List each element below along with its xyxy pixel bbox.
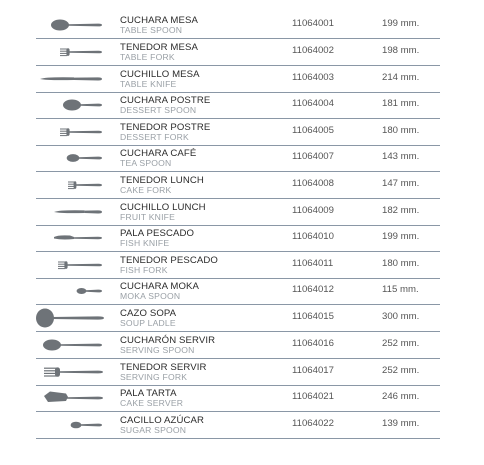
spoon-icon xyxy=(36,278,112,304)
spoon-icon xyxy=(36,145,112,171)
item-name-spanish: TENEDOR MESA xyxy=(120,42,198,53)
item-names xyxy=(120,203,206,222)
item-code: 11064010 xyxy=(292,231,334,242)
item-length: 199 mm. xyxy=(382,231,420,242)
serving-fork-icon xyxy=(36,359,112,385)
fork-icon xyxy=(36,252,112,278)
item-names xyxy=(120,149,196,168)
catalog-row xyxy=(36,12,440,39)
item-code: 11064004 xyxy=(292,98,334,109)
item-name-english: SUGAR SPOON xyxy=(120,424,187,435)
item-name-spanish: CUCHILLO LUNCH xyxy=(120,202,206,213)
item-names xyxy=(120,123,210,142)
item-names xyxy=(120,229,194,248)
item-name-english: FISH FORK xyxy=(120,264,168,275)
item-name-spanish: CAZO SOPA xyxy=(120,308,177,319)
item-code: 11064008 xyxy=(292,178,334,189)
spoon-icon xyxy=(36,12,112,38)
item-name-english: CAKE SERVER xyxy=(120,397,184,408)
item-length: 143 mm. xyxy=(382,151,420,162)
item-length: 139 mm. xyxy=(382,418,420,429)
item-name-english: DESSERT SPOON xyxy=(120,104,197,115)
catalog-row xyxy=(36,278,440,305)
item-name-spanish: CUCHARA CAFÉ xyxy=(120,148,197,159)
item-name-english: MOKA SPOON xyxy=(120,290,181,301)
item-length: 147 mm. xyxy=(382,178,420,189)
item-name-spanish: TENEDOR PESCADO xyxy=(120,255,218,266)
catalog-row xyxy=(36,145,440,172)
fork-icon xyxy=(36,172,112,198)
catalog-row xyxy=(36,199,440,226)
item-name-english: CAKE FORK xyxy=(120,184,172,195)
catalog-row xyxy=(36,252,440,279)
item-names xyxy=(120,16,198,35)
ladle-icon xyxy=(36,305,112,331)
spoon-icon xyxy=(36,332,112,358)
item-name-spanish: PALA TARTA xyxy=(120,388,177,399)
item-name-spanish: TENEDOR LUNCH xyxy=(120,175,204,186)
item-name-spanish: CUCHILLO MESA xyxy=(120,69,200,80)
item-name-spanish: CUCHARA MOKA xyxy=(120,281,200,292)
item-names xyxy=(120,336,215,355)
item-name-english: TABLE KNIFE xyxy=(120,78,177,89)
fish-knife-icon xyxy=(36,225,112,251)
item-names xyxy=(120,70,200,89)
item-name-spanish: CUCHARA MESA xyxy=(120,15,198,26)
item-code: 11064003 xyxy=(292,72,334,83)
item-length: 300 mm. xyxy=(382,311,420,322)
catalog-row xyxy=(36,225,440,252)
item-length: 180 mm. xyxy=(382,258,420,269)
item-name-english: SERVING SPOON xyxy=(120,344,195,355)
item-length: 252 mm. xyxy=(382,338,420,349)
item-name-spanish: CUCHARÓN SERVIR xyxy=(120,335,216,346)
item-length: 252 mm. xyxy=(382,365,420,376)
item-code: 11064017 xyxy=(292,365,334,376)
item-name-spanish: CUCHARA POSTRE xyxy=(120,95,211,106)
item-code: 11064011 xyxy=(292,258,334,269)
item-name-spanish: TENEDOR SERVIR xyxy=(120,362,207,373)
item-code: 11064012 xyxy=(292,284,334,295)
cake-server-icon xyxy=(36,385,112,411)
item-length: 246 mm. xyxy=(382,391,420,402)
item-length: 181 mm. xyxy=(382,98,420,109)
item-code: 11064002 xyxy=(292,45,334,56)
item-code: 11064021 xyxy=(292,391,334,402)
item-name-spanish: PALA PESCADO xyxy=(120,228,195,239)
item-name-english: TABLE FORK xyxy=(120,51,175,62)
item-code: 11064015 xyxy=(292,311,334,322)
catalog-row xyxy=(36,39,440,66)
item-names xyxy=(120,176,204,195)
item-names xyxy=(120,363,207,382)
item-code: 11064007 xyxy=(292,151,334,162)
item-name-english: TABLE SPOON xyxy=(120,24,183,35)
item-code: 11064009 xyxy=(292,205,334,216)
item-length: 199 mm. xyxy=(382,18,420,29)
item-name-english: FRUIT KNIFE xyxy=(120,211,176,222)
item-names xyxy=(120,389,183,408)
catalog-row xyxy=(36,92,440,119)
item-length: 115 mm. xyxy=(382,284,419,295)
item-name-english: DESSERT FORK xyxy=(120,131,189,142)
fork-icon xyxy=(36,119,112,145)
item-name-spanish: CACILLO AZÚCAR xyxy=(120,415,205,426)
item-name-english: SERVING FORK xyxy=(120,371,188,382)
catalog-row xyxy=(36,305,440,332)
catalog-row xyxy=(36,119,440,146)
knife-icon xyxy=(36,66,112,92)
catalog-row xyxy=(36,385,440,412)
fork-icon xyxy=(36,39,112,65)
catalog-row xyxy=(36,172,440,199)
item-names xyxy=(120,282,199,301)
knife-icon xyxy=(36,199,112,225)
item-code: 11064016 xyxy=(292,338,334,349)
item-name-english: TEA SPOON xyxy=(120,157,172,168)
catalog-row xyxy=(36,412,440,439)
catalog-row xyxy=(36,332,440,359)
item-length: 180 mm. xyxy=(382,125,420,136)
item-names xyxy=(120,96,210,115)
item-code: 11064001 xyxy=(292,18,334,29)
item-name-spanish: TENEDOR POSTRE xyxy=(120,122,211,133)
spoon-icon xyxy=(36,92,112,118)
item-code: 11064005 xyxy=(292,125,334,136)
item-code: 11064022 xyxy=(292,418,334,429)
item-names xyxy=(120,309,176,328)
item-names xyxy=(120,43,198,62)
item-names xyxy=(120,416,204,435)
spoon-icon xyxy=(36,412,112,438)
item-length: 182 mm. xyxy=(382,205,420,216)
catalog-row xyxy=(36,359,440,386)
item-length: 214 mm. xyxy=(382,72,420,83)
item-length: 198 mm. xyxy=(382,45,420,56)
catalog-row xyxy=(36,66,440,93)
item-name-english: FISH KNIFE xyxy=(120,237,170,248)
item-name-english: SOUP LADLE xyxy=(120,317,176,328)
item-names xyxy=(120,256,218,275)
